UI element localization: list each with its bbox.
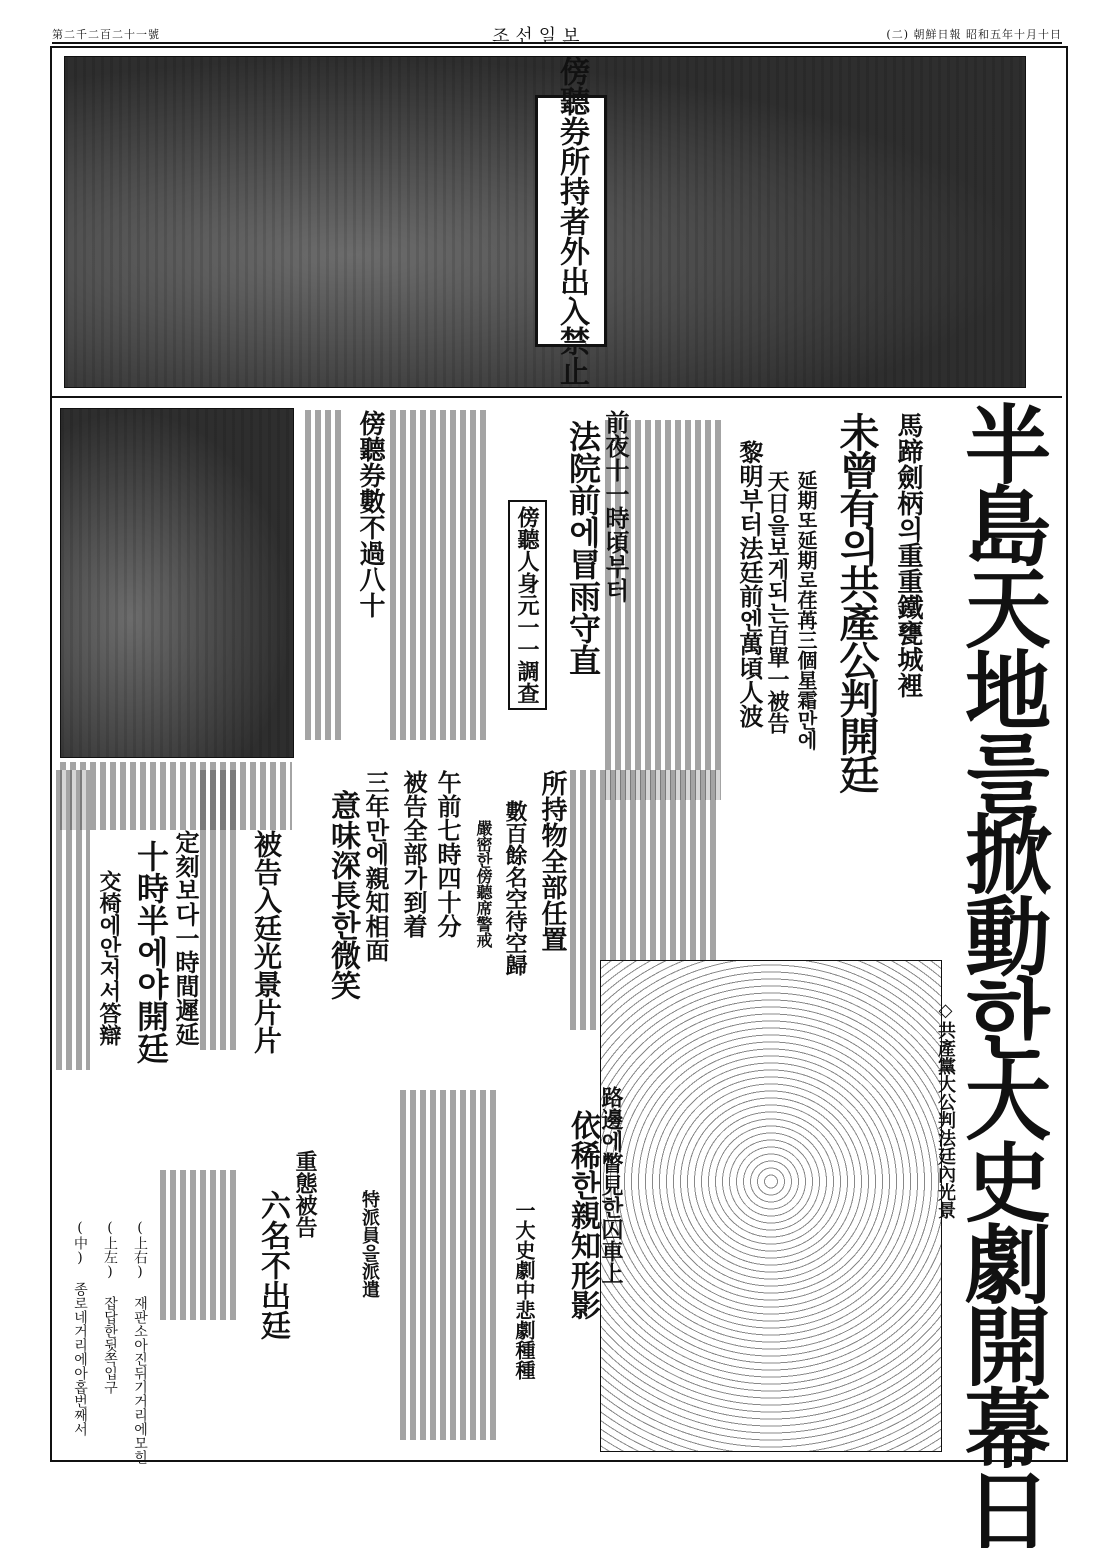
tickets-body-text [305,410,345,740]
tickets-head: 傍聽券數不過八十 [355,410,385,618]
masthead [52,26,1062,47]
reunion-head2: 意味深長한微笑 [325,790,360,1000]
night-sub: 傍聽人身元一一調查 [508,500,547,710]
night-head2: 法院前에冒雨守直 [564,420,602,676]
absent-head1: 六名不出廷 [255,1190,290,1340]
belongings-head1: 所持物全部任置 [537,770,567,952]
caption-middle: (中) 종로네거리에아홉번째서 [72,1220,88,1436]
arrival-head2: 被告全部가到着 [399,770,428,938]
main-sub2: 天日을보게되는百單一被告 [764,470,790,734]
top-photo [64,56,1026,388]
reunion-head1: 三年만에親知相面 [361,770,390,962]
drawing-caption: ◇共產黨大公判法廷內光景 [935,1000,956,1219]
courtroom-drawing [600,960,942,1452]
photo-divider [52,396,1062,398]
arrival-head1: 午前七時四十分 [433,770,462,938]
reunion-head3: 被告入廷光景片片 [250,830,283,1054]
masthead-left: 第二千二百二十一號 [52,28,160,41]
horse-photo-caption [60,762,292,830]
delay-body-text [56,770,90,1070]
night-head1: 前夜十一時頃부터 [601,410,630,602]
main-head1: 馬蹄劍柄의重重鐵甕城裡 [893,412,923,698]
reunion-body-text [200,770,240,1050]
roadside-head1: 路邊에瞥見한囚車上 [598,1086,624,1284]
belongings-sub: 嚴密한傍聽席警戒 [474,820,493,948]
main-head2: 未曾有의共產公判開廷 [833,412,880,792]
roadside-head2: 依稀한親知形影 [565,1110,600,1320]
main-sub3: 黎明부터法廷前엔萬頃人波 [735,440,764,728]
belongings-head2: 數百餘名空待空歸 [502,800,528,976]
roadside-body-text [400,1090,500,1440]
delay-sub: 交椅에안저서答辯 [96,870,122,1046]
delay-head2: 十時半에야開廷 [132,840,170,1064]
night-body-text [390,410,490,740]
masthead-title: 조선일보 [492,26,586,47]
main-sub1: 延期또延期로荏苒三個星霜만에 [794,470,818,750]
caption-upper-right: (上右) 재판소아진뒤기거리에모힌 [132,1220,148,1464]
absent-head2: 重態被告 [292,1150,318,1238]
masthead-right: (二) 朝鮮日報 昭和五年十月十日 [886,28,1062,41]
banner-headline: 半島天地를掀動한大史劇開幕日 [950,400,1051,1548]
delay-head1: 定刻보다一時間遲延 [171,830,200,1046]
roadside-sub: 一大史劇中悲劇種種 [512,1200,536,1380]
caption-upper-left: (上左) 잡답한뒷쪽입구 [102,1220,118,1394]
lawyer-head: 特派員을派遣 [359,1190,380,1298]
photo-sign: 傍聽券所持者 外出入禁止 [535,95,607,347]
mounted-police-photo [60,408,294,758]
absent-body-text [160,1170,240,1320]
